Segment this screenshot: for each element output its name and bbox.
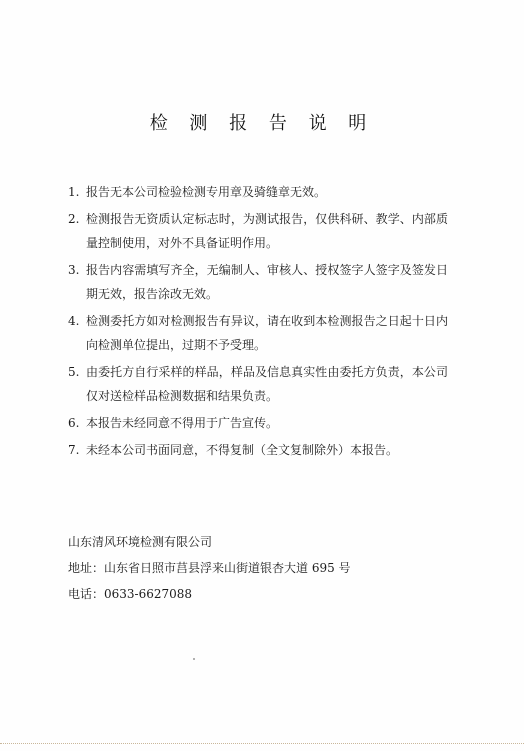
note-text: 未经本公司书面同意，不得复制（全文复制除外）本报告。 bbox=[86, 443, 399, 457]
note-text: 检测报告无资质认定标志时，为测试报告，仅供科研、教学、内部质量控制使用，对外不具备证明作用。 bbox=[86, 212, 448, 250]
list-item bbox=[68, 411, 448, 435]
note-text: 由委托方自行采样的样品，样品及信息真实性由委托方负责，本公司仅对送检样品检测数据和结果负责。 bbox=[86, 365, 448, 403]
phone-label: 电话： bbox=[68, 587, 105, 601]
note-number: 1. bbox=[68, 185, 80, 199]
notes-list bbox=[68, 180, 448, 465]
note-text: 报告无本公司检验检测专用章及骑缝章无效。 bbox=[86, 185, 327, 199]
company-phone bbox=[68, 582, 468, 606]
note-number: 7. bbox=[68, 443, 80, 457]
scan-speck bbox=[193, 658, 195, 660]
note-number: 4. bbox=[68, 314, 80, 328]
page-title: 检 测 报 告 说 明 bbox=[149, 113, 375, 134]
note-text: 检测委托方如对检测报告有异议，请在收到本检测报告之日起十日内向检测单位提出，过期不予受理。 bbox=[86, 314, 448, 352]
note-number: 5. bbox=[68, 365, 80, 379]
note-number: 6. bbox=[68, 416, 80, 430]
company-name: 山东清风环境检测有限公司 bbox=[68, 535, 213, 549]
list-item bbox=[68, 309, 448, 357]
list-item bbox=[68, 438, 448, 462]
address-value: 山东省日照市莒县浮来山街道银杏大道 695 号 bbox=[104, 561, 351, 575]
phone-value: 0633-6627088 bbox=[104, 587, 193, 601]
note-number: 2. bbox=[68, 212, 80, 226]
list-item bbox=[68, 258, 448, 306]
note-text: 报告内容需填写齐全，无编制人、审核人、授权签字人签字及签发日期无效，报告涂改无效。 bbox=[86, 263, 448, 301]
scan-edge-divider bbox=[0, 743, 524, 745]
note-text: 本报告未经同意不得用于广告宣传。 bbox=[86, 416, 279, 430]
note-number: 3. bbox=[68, 263, 80, 277]
company-address bbox=[68, 556, 468, 580]
address-label: 地址： bbox=[68, 561, 105, 575]
list-item bbox=[68, 207, 448, 255]
company-info bbox=[68, 530, 468, 608]
list-item bbox=[68, 180, 448, 204]
list-item bbox=[68, 360, 448, 408]
